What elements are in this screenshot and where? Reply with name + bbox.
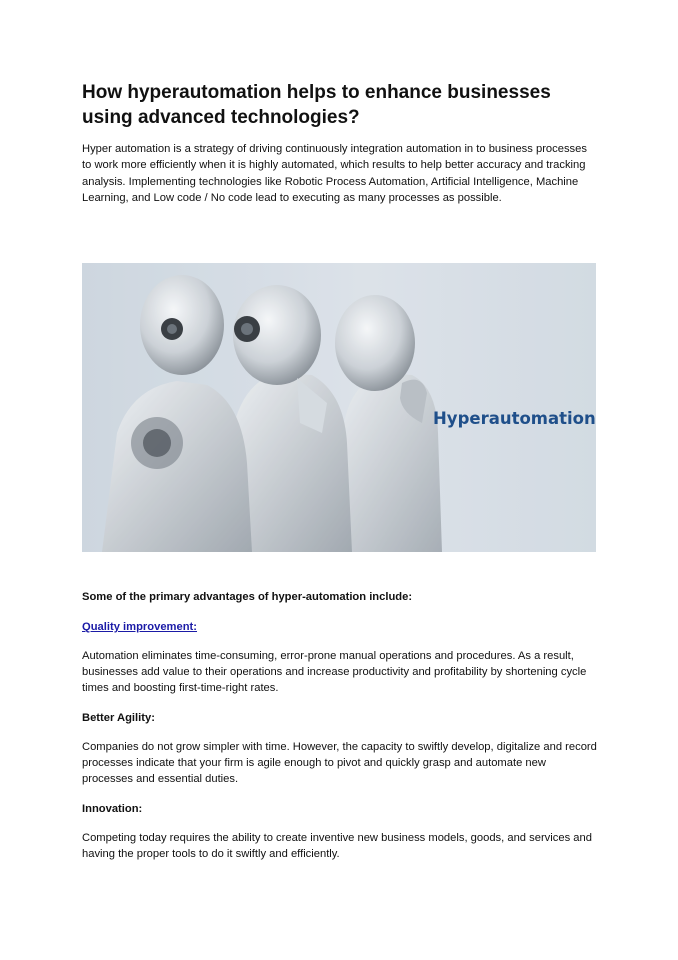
advantages-heading: Some of the primary advantages of hyper-automation include:	[82, 591, 413, 603]
quality-improvement-link[interactable]: Quality improvement:	[82, 621, 198, 633]
article-header	[82, 80, 598, 207]
page-title: How hyperautomation helps to enhance businesses using advanced technologies?	[82, 82, 551, 128]
section-innovation-heading: Innovation:	[82, 803, 143, 815]
hero-image	[82, 263, 596, 552]
hero-caption: Hyperautomation	[433, 409, 596, 428]
section-agility-body: Companies do not grow simpler with time. However, the capacity to swiftly develop, digitalize and record processes indicate that your firm is agile enough to pivot and quickly grasp and automate new processes and essential duties.	[82, 741, 597, 786]
section-innovation-body: Competing today requires the ability to create inventive new business models, goods, and services and having the proper tools to do it swiftly and efficiently.	[82, 832, 592, 861]
section-agility-heading: Better Agility:	[82, 712, 155, 724]
section-quality	[82, 619, 598, 635]
section-quality-body: Automation eliminates time-consuming, error-prone manual operations and procedures. As a result, businesses add value to their operations and increase productivity and profitability by shortening cycle times and boosting first-time-right rates.	[82, 650, 587, 695]
intro-paragraph: Hyper automation is a strategy of driving continuously integration automation in to business processes to work more efficiently when it is highly automated, which results to help better accuracy and tracking analysis. Implementing technologies like Robotic Process Automation, Artificial Intelligence, Machine Learning, and Low code / No code lead to executing as many processes as possible.	[82, 143, 587, 205]
